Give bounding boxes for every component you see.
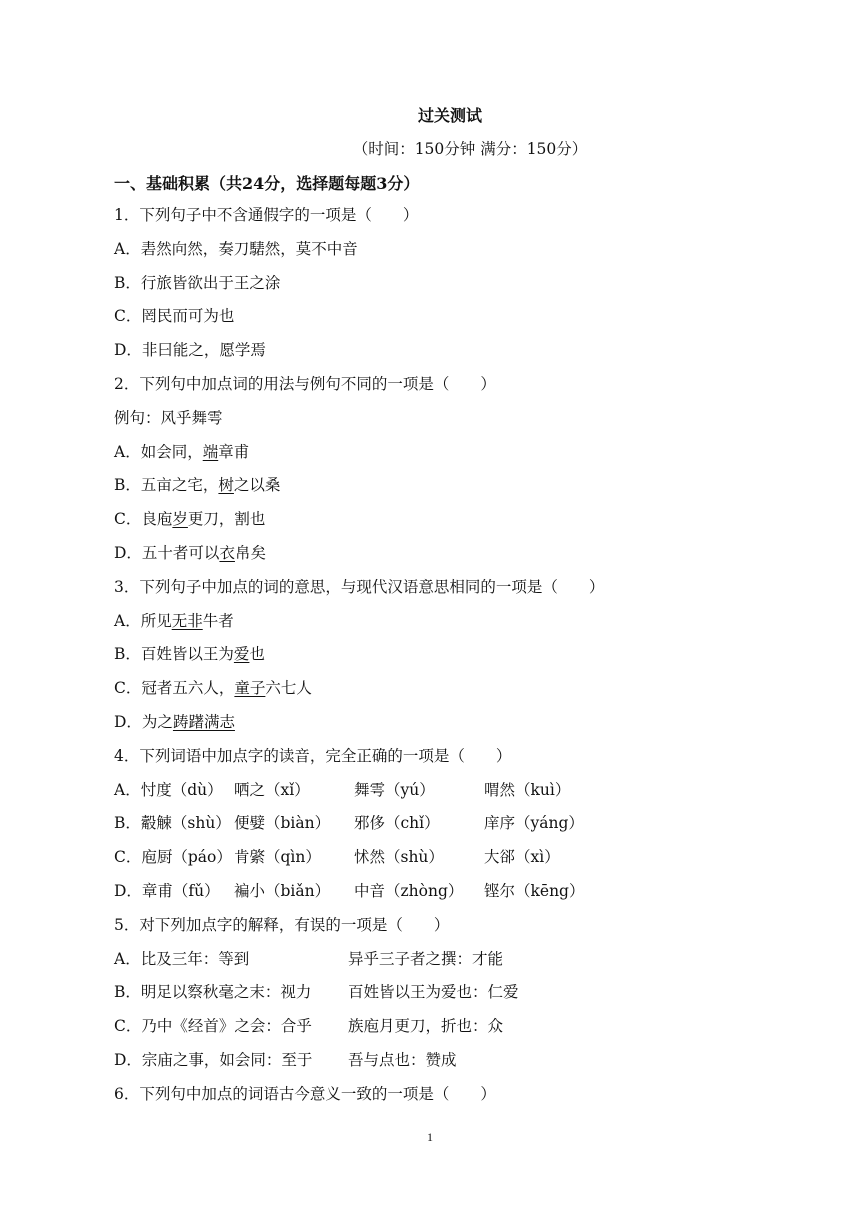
reading-item: 舞雩（yú） — [354, 780, 435, 799]
option-a — [114, 442, 754, 476]
question-stem: 5．对下列加点字的解释，有误的一项是（ ） — [114, 915, 450, 934]
question-stem: 6．下列句中加点的词语古今意义一致的一项是（ ） — [114, 1084, 496, 1103]
option-text: 之以桑 — [233, 476, 281, 495]
page-title: 过关测试 — [417, 106, 482, 125]
option-text: A．所见 — [114, 611, 172, 630]
question-stem: 1．下列句子中不含通假字的一项是（ ） — [114, 206, 419, 224]
definition-item: 异乎三子者之撰：才能 — [348, 949, 504, 968]
reading-item: D．章甫（fǔ） — [114, 881, 220, 900]
option-text: C．冠者五六人， — [114, 679, 235, 698]
option-text: C．良庖 — [114, 510, 173, 529]
reading-item: 褊小（biǎn） — [234, 881, 331, 900]
option-text: D．为之 — [114, 712, 173, 731]
option-c — [114, 847, 754, 881]
option-b — [114, 644, 754, 678]
option-a — [114, 949, 754, 983]
option-a — [114, 611, 754, 645]
reading-item: 中音（zhòng） — [354, 881, 464, 900]
reading-item: 哂之（xǐ） — [234, 780, 310, 799]
reading-item: 大郤（xì） — [484, 848, 560, 867]
option-b — [114, 982, 754, 1016]
reading-item: 庠序（yáng） — [484, 814, 584, 833]
question-stem: 4．下列词语中加点字的读音，完全正确的一项是（ ） — [114, 746, 512, 765]
question-stem: 2．下列句中加点词的用法与例句不同的一项是（ ） — [114, 374, 496, 393]
reading-item: 便嬖（biàn） — [234, 814, 331, 833]
option-c — [114, 509, 754, 543]
option-text: 牛者 — [202, 611, 234, 630]
option-d: D．非曰能之，愿学焉 — [114, 341, 266, 360]
definition-item: B．明足以察秋毫之末：视力 — [114, 983, 312, 1002]
underlined-word: 衣 — [219, 543, 235, 562]
option-text: B．百姓皆以王为 — [114, 645, 234, 664]
reading-item: 怵然（shù） — [354, 848, 444, 867]
option-d — [114, 543, 754, 577]
example-sentence: 例句：风乎舞雩 — [114, 408, 223, 427]
underlined-word: 岁 — [172, 510, 188, 529]
definition-item: 族庖月更刀，折也：众 — [348, 1017, 504, 1036]
option-b: B．行旅皆欲出于王之涂 — [114, 273, 281, 292]
option-b — [114, 813, 754, 847]
reading-item: 邪侈（chǐ） — [354, 814, 440, 833]
option-b — [114, 475, 754, 509]
definition-item: D．宗庙之事，如会同：至于 — [114, 1050, 313, 1069]
definition-item: A．比及三年：等到 — [114, 949, 250, 968]
option-d — [114, 712, 754, 746]
underlined-word: 端 — [202, 442, 219, 461]
exam-info: （时间：150分钟 满分：150分） — [352, 140, 588, 158]
reading-item: 铿尔（kēng） — [484, 881, 585, 900]
option-text: 也 — [249, 645, 265, 664]
option-d — [114, 1050, 754, 1084]
option-text: 章甫 — [218, 442, 250, 461]
underlined-word: 童子 — [234, 679, 266, 698]
reading-item: 肯綮（qìn） — [234, 848, 321, 867]
reading-item: A．忖度（dù） — [114, 780, 223, 799]
page-number: 1 — [427, 1130, 433, 1144]
option-a — [114, 780, 754, 814]
option-text: 更刀，割也 — [187, 510, 266, 529]
option-text: B．五亩之宅， — [114, 476, 219, 495]
option-text: 六七人 — [265, 679, 312, 698]
option-c: C．罔民而可为也 — [114, 307, 235, 326]
option-text: A．如会同， — [114, 442, 203, 461]
underlined-word: 树 — [218, 476, 234, 495]
definition-item: 吾与点也：赞成 — [348, 1050, 457, 1069]
definition-item: C．乃中《经首》之会：合乎 — [114, 1017, 312, 1036]
option-a: A．砉然向然，奏刀騞然，莫不中音 — [114, 239, 358, 258]
section-heading: 一、基础积累（共24分，选择题每题3分） — [114, 174, 420, 193]
underlined-word: 踌躇满志 — [172, 712, 235, 731]
option-text: D．五十者可以 — [114, 543, 220, 562]
underlined-word: 无非 — [171, 611, 203, 630]
question-stem: 3．下列句子中加点的词的意思，与现代汉语意思相同的一项是（ ） — [114, 577, 605, 596]
definition-item: 百姓皆以王为爱也：仁爱 — [348, 983, 519, 1002]
reading-item: 喟然（kuì） — [484, 780, 571, 799]
option-d — [114, 881, 754, 915]
option-c — [114, 1016, 754, 1050]
option-c — [114, 678, 754, 712]
option-text: 帛矣 — [234, 543, 266, 562]
underlined-word: 爱 — [233, 645, 250, 664]
reading-item: B．觳觫（shù） — [114, 814, 231, 833]
reading-item: C．庖厨（páo） — [114, 848, 232, 867]
question-list — [114, 205, 754, 1118]
